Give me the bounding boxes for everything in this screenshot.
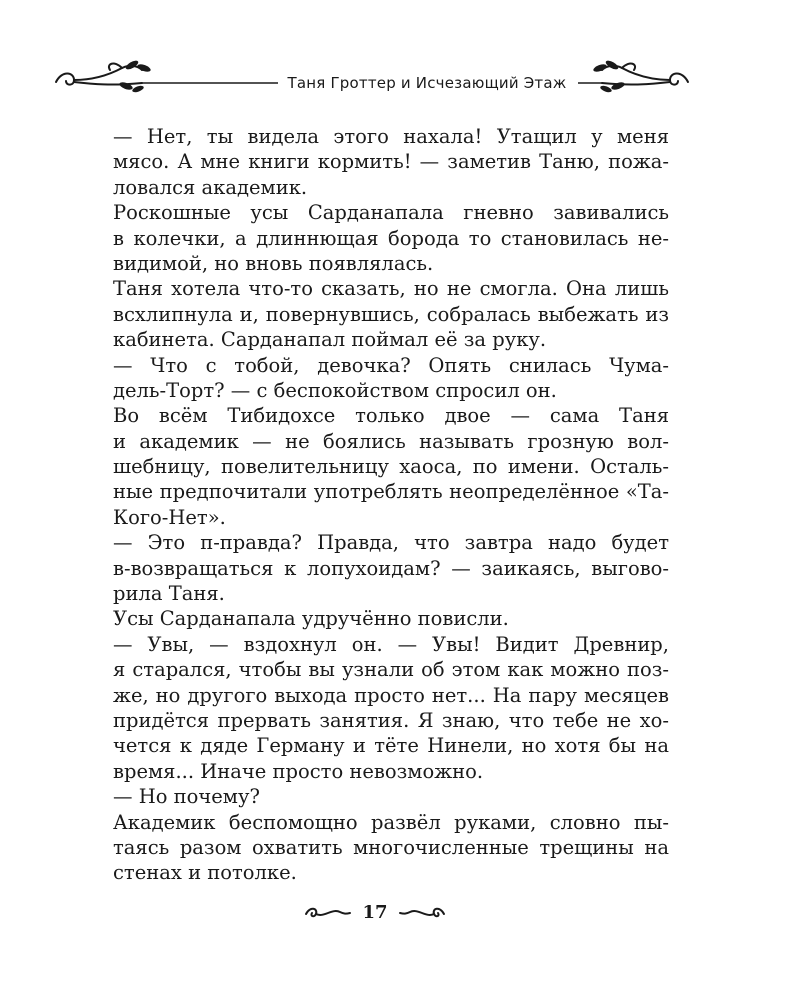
text-line: кабинета. Сарданапал поймал её за руку. xyxy=(113,328,547,352)
paragraph xyxy=(113,810,669,886)
paragraph xyxy=(113,632,669,784)
paragraph xyxy=(113,403,669,530)
text-line: Усы Сарданапала удручённо повисли. xyxy=(113,607,509,631)
text-line: же, но другого выхода просто нет... На пару месяцев xyxy=(113,683,669,707)
text-line: Кого-Нет». xyxy=(113,505,226,529)
text-line: в-возвращаться к лопухоидам? — заикаясь, выгово- xyxy=(113,556,669,580)
text-line: дель-Торт? — с беспокойством спросил он. xyxy=(113,378,557,402)
text-line: ловался академик. xyxy=(113,175,308,199)
text-line: время... Иначе просто невозможно. xyxy=(113,759,484,783)
paragraph xyxy=(113,784,669,809)
text-line: — Нет, ты видела этого нахала! Утащил у меня xyxy=(113,125,669,148)
text-line: — Это п-правда? Правда, что завтра надо будет xyxy=(113,531,669,555)
text-line: видимой, но вновь появлялась. xyxy=(113,251,434,275)
text-line: — Но почему? xyxy=(113,785,260,809)
text-line: — Что с тобой, девочка? Опять снилась Чума- xyxy=(113,353,669,377)
text-line: чется к дяде Герману и тёте Нинели, но хотя бы на xyxy=(113,734,669,758)
text-line: ные предпочитали употреблять неопределённое «Та- xyxy=(113,480,669,504)
text-line: всхлипнула и, повернувшись, собралась выбежать из xyxy=(113,302,669,326)
text-line: и академик — не боялись называть грозную вол- xyxy=(113,429,669,453)
page-footer xyxy=(300,898,450,928)
text-line: — Увы, — вздохнул он. — Увы! Видит Древнир, xyxy=(113,632,669,656)
text-line: мясо. А мне книги кормить! — заметив Таню, пожа- xyxy=(113,150,669,174)
text-line: таясь разом охватить многочисленные трещины на xyxy=(113,835,669,859)
paragraph xyxy=(113,606,669,631)
text-line: шебницу, повелительницу хаоса, по имени. Осталь- xyxy=(113,455,669,479)
text-line: Академик беспомощно развёл руками, словно пы- xyxy=(113,810,669,834)
running-header xyxy=(52,56,692,100)
text-line: Таня хотела что-то сказать, но не смогла. Она лишь xyxy=(113,277,669,301)
page-body xyxy=(113,124,669,886)
paragraph xyxy=(113,276,669,352)
book-title: Таня Гроттер и Исчезающий Этаж xyxy=(287,74,567,92)
text-line: Во всём Тибидохсе только двое — сама Таня xyxy=(113,404,669,428)
paragraph xyxy=(113,124,669,200)
text-line: Роскошные усы Сарданапала гневно завивались xyxy=(113,201,669,225)
text-line: стенах и потолке. xyxy=(113,861,297,885)
paragraph xyxy=(113,353,669,404)
page-number: 17 xyxy=(362,902,388,923)
paragraph xyxy=(113,200,669,276)
text-line: рила Таня. xyxy=(113,582,225,606)
text-line: в колечки, а длиннющая борода то становилась не- xyxy=(113,226,669,250)
paragraph xyxy=(113,530,669,606)
text-line: придётся прервать занятия. Я знаю, что тебе не хо- xyxy=(113,708,669,732)
text-line: я старался, чтобы вы узнали об этом как можно поз- xyxy=(113,658,669,682)
